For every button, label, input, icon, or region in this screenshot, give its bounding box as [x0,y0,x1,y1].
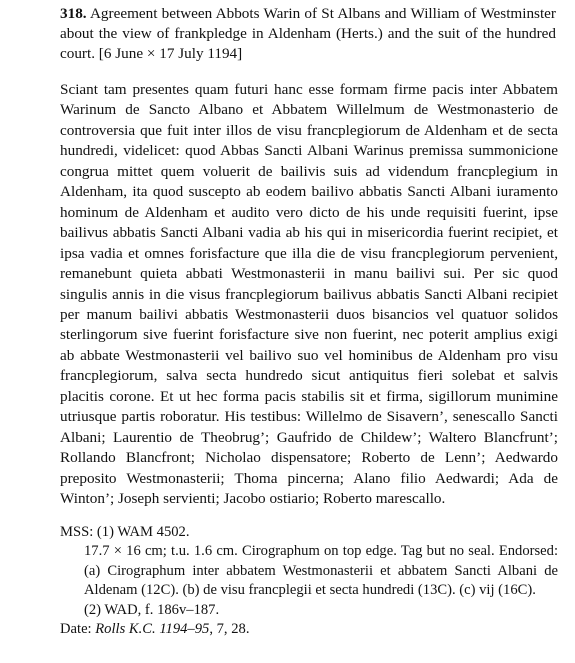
mss-item-2: (2) WAD, f. 186v–187. [84,601,220,618]
entry-number: 318. [60,5,87,22]
entry-title: Agreement between Abbots Warin of St Albans and William of Westminster about the view of frankpledge in Aldenham (Herts.) and the suit of the hundred court. [6 June × 17 July 1194] [60,5,556,62]
mss-line-1 [60,523,558,542]
manuscript-notes [60,523,558,639]
date-line [60,620,558,639]
mss-label: MSS: [60,524,94,540]
mss-item-1: (1) WAM 4502. [96,524,190,540]
charter-text: Sciant tam presentes quam futuri hanc esse formam firme pacis inter Abbatem Warinum de Sancto Albano et Abbatem Willelmum de Westmonasterio de controversia que fuit inter illos de visu francplegiorum de Aldenham et de secta hundredi, videlicet: quod Abbas Sancti Albani Warinus premissa summonicione congrua mittet quem voluerit de bailivis suis ad videndum francplegium in Aldenham, ita quod susceptо ab eodem bailivo abbatis Sancti Albani iuramento hominum de Aldenham et audito vero dicto de his unde requisiti fuerint, ipse bailivus abbatis Sancti Albani vadia ab his qui in misericordia fuerint recipiet, et ipsa vadia et omnes forisfacture que illa die de visu francplegiorum pervenient, remanebunt quieta abbati Westmonasterii in manu bailivi sui. Per sic quod singulis annis in die visus francplegiorum bailivus abbatis Sancti Albani recipiet per manum bailivi abbatis Westmonasterii duos bisancios vel quatuor solidos sterlingorum sive fuerint forisfacture sive non fuerint, nec poterit amplius exigi ab abbate Westmonasterii vel bailivo suo vel hominibus de Aldenham pro visu francplegiorum, salva secta hundredo sicut antiquitus fieri solebat et salvis placitis corone. Et ut hec forma pacis stabilis sit et firma, sigillorum munimine utriusque partis roboratur. His testibus: Willelmo de Sisavern’, senescallo Sancti Albani; Laurentio de Theobrug’; Gaufrido de Childew’; Waltero Blancfrunt’; Rollando Blancfront; Nicholao dispensatore; Roberto de Lenn’; Aedwardo preposito Westmonasterii; Thoma pincerna; Alano filio Aedwardi; Ada de Winton’; Joseph servienti; Jacobo ostiario; Roberto marescallo. [60,81,558,508]
date-source: Rolls K.C. 1194–95 [95,621,210,638]
entry-heading [60,4,556,64]
mss-item-1-description: 17.7 × 16 cm; t.u. 1.6 cm. Cirographum on top edge. Tag but no seal. Endorsed: (a) Cirographum inter abbatem Westmonasterii et abbatem Sancti Albani de Aldenam (12C). (b) de visu francplegii et secta hundredi (13C). (c) vij (16C). [84,543,558,599]
date-refs: , 7, 28. [209,621,250,638]
date-label: Date: [60,621,92,638]
